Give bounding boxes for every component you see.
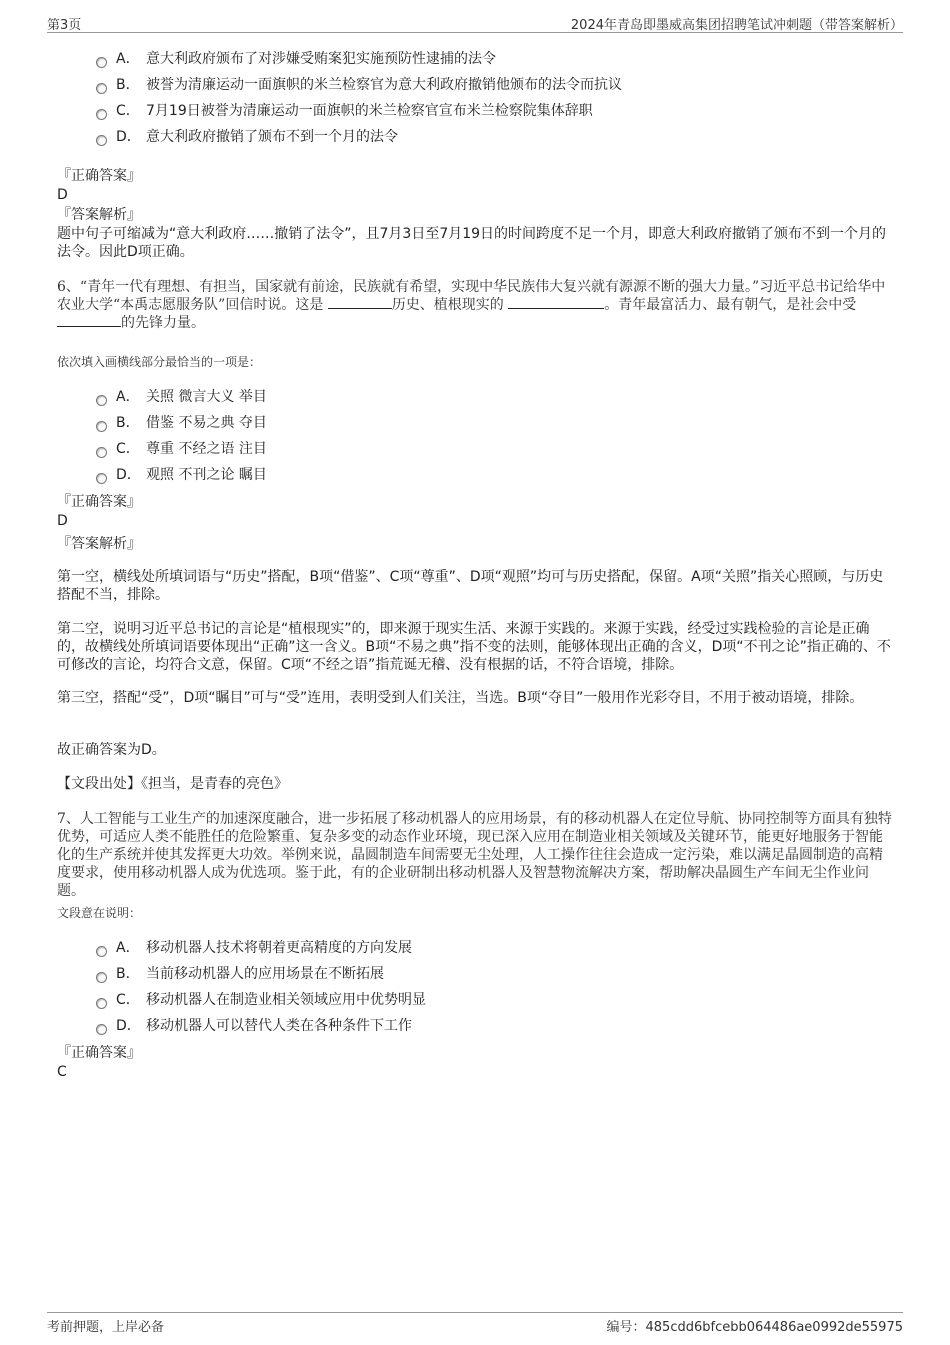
radio-icon[interactable] xyxy=(96,447,107,458)
q6-analysis-p1: 第一空，横线处所填词语与“历史”搭配，B项“借鉴”、C项“尊重”、D项“观照”均可与历史搭配，保留。A项“关照”指关心照顾，与历史搭配不当，排除。 xyxy=(57,569,884,603)
q5-option-a[interactable]: A． 意大利政府颁布了对涉嫌受贿案犯实施预防性逮捕的法令 xyxy=(96,46,622,72)
q6-analysis-p3: 第三空，搭配“受”，D项“瞩目”可与“受”连用，表明受到人们关注，当选。B项“夺目”一般用作光彩夺目，不用于被动语境，排除。 xyxy=(57,690,864,706)
q7-answer: C xyxy=(57,1064,67,1080)
q5-analysis: 题中句子可缩减为“意大利政府……撤销了法令”，且7月3日至7月19日的时间跨度不足一个月，即意大利政府撤销了颁布不到一个月的法令。因此D项正确。 xyxy=(57,226,887,260)
q5-analysis-label: 『答案解析』 xyxy=(57,207,141,223)
radio-icon[interactable] xyxy=(96,946,107,957)
q7-option-c[interactable]: C． 移动机器人在制造业相关领域应用中优势明显 xyxy=(96,987,426,1013)
q7-options xyxy=(96,935,426,1039)
q5-option-b[interactable]: B． 被誉为清廉运动一面旗帜的米兰检察官为意大利政府撤销他颁布的法令而抗议 xyxy=(96,72,622,98)
q6-option-b[interactable]: B． 借鉴 不易之典 夺目 xyxy=(96,410,267,436)
radio-icon[interactable] xyxy=(96,395,107,406)
radio-icon[interactable] xyxy=(96,83,107,94)
q6-analysis-label: 『答案解析』 xyxy=(57,536,141,552)
radio-icon[interactable] xyxy=(96,972,107,983)
blank-line xyxy=(328,296,392,309)
radio-icon[interactable] xyxy=(96,1024,107,1035)
radio-icon[interactable] xyxy=(96,57,107,68)
page-header xyxy=(47,14,903,33)
q5-option-d[interactable]: D． 意大利政府撤销了颁布不到一个月的法令 xyxy=(96,124,622,150)
document-code: 编号：485cdd6bfcebb064486ae0992de55975 xyxy=(606,1320,903,1335)
q7-option-b[interactable]: B． 当前移动机器人的应用场景在不断拓展 xyxy=(96,961,426,987)
q6-source: 【文段出处】《担当，是青春的亮色》 xyxy=(57,776,288,792)
q6-analysis-p2: 第二空，说明习近平总书记的言论是“植根现实”的，即来源于现实生活、来源于实践的。来源于实践，经受过实践检验的言论是正确的，故横线处所填词语要体现出“正确”这一含义。B项“不易之典”指不变的法则，能够体现出正确的含义，D项“不刊之论”指正确的、不可修改的言论，均符合文意，保留。C项“不经之语”指荒诞无稽、没有根据的话，不符合语境，排除。 xyxy=(57,621,891,673)
q6-option-a[interactable]: A． 关照 微言大义 举目 xyxy=(96,384,267,410)
footer-note: 考前押题，上岸必备 xyxy=(47,1320,165,1335)
q6-answer: D xyxy=(57,513,68,529)
q7-stem: 7、人工智能与工业生产的加速深度融合，进一步拓展了移动机器人的应用场景，有的移动机器人在定位导航、协同控制等方面具有独特优势，可适应人类不能胜任的危险繁重、复杂多变的动态作业环境，现已深入应用在制造业相关领域及关键环节，能更好地服务于智能化的生产系统并使其发挥更大功效。举例来说，晶圆制造车间需要无尘处理，人工操作往往会造成一定污染，难以满足晶圆制造的高精度要求，使用移动机器人成为优选项。鉴于此，有的企业研制出移动机器人及智慧物流解决方案，帮助解决晶圆生产车间无尘作业问题。 xyxy=(57,811,892,899)
radio-icon[interactable] xyxy=(96,109,107,120)
q7-option-a[interactable]: A． 移动机器人技术将朝着更高精度的方向发展 xyxy=(96,935,426,961)
q6-conclusion: 故正确答案为D。 xyxy=(57,742,166,758)
q7-answer-label: 『正确答案』 xyxy=(57,1045,141,1061)
q6-prompt: 依次填入画横线部分最恰当的一项是： xyxy=(57,355,262,369)
q7-option-d[interactable]: D． 移动机器人可以替代人类在各种条件下工作 xyxy=(96,1013,426,1039)
page-number: 第3页 xyxy=(47,18,82,33)
radio-icon[interactable] xyxy=(96,135,107,146)
q6-options xyxy=(96,384,267,488)
q5-options xyxy=(96,46,622,150)
q6-option-d[interactable]: D． 观照 不刊之论 瞩目 xyxy=(96,462,267,488)
page-footer xyxy=(47,1312,903,1336)
q6-option-c[interactable]: C． 尊重 不经之语 注目 xyxy=(96,436,267,462)
q7-prompt: 文段意在说明： xyxy=(57,906,142,920)
q6-answer-label: 『正确答案』 xyxy=(57,494,141,510)
document-title: 2024年青岛即墨威高集团招聘笔试冲刺题（带答案解析） xyxy=(570,18,903,33)
blank-line xyxy=(57,314,121,327)
radio-icon[interactable] xyxy=(96,421,107,432)
blank-line xyxy=(508,296,604,309)
radio-icon[interactable] xyxy=(96,473,107,484)
q6-stem: 6、“青年一代有理想、有担当，国家就有前途，民族就有希望，实现中华民族伟大复兴就有源源不断的强大力量。”习近平总书记给华中农业大学“本禹志愿服务队”回信时说。这是 历史、植根现实的 。青年最富活力、最有朝气，是社会中受 的先锋力量。 xyxy=(57,279,886,331)
radio-icon[interactable] xyxy=(96,998,107,1009)
q5-answer: D xyxy=(57,187,68,203)
q5-answer-label: 『正确答案』 xyxy=(57,168,141,184)
q5-option-c[interactable]: C． 7月19日被誉为清廉运动一面旗帜的米兰检察官宣布米兰检察院集体辞职 xyxy=(96,98,622,124)
